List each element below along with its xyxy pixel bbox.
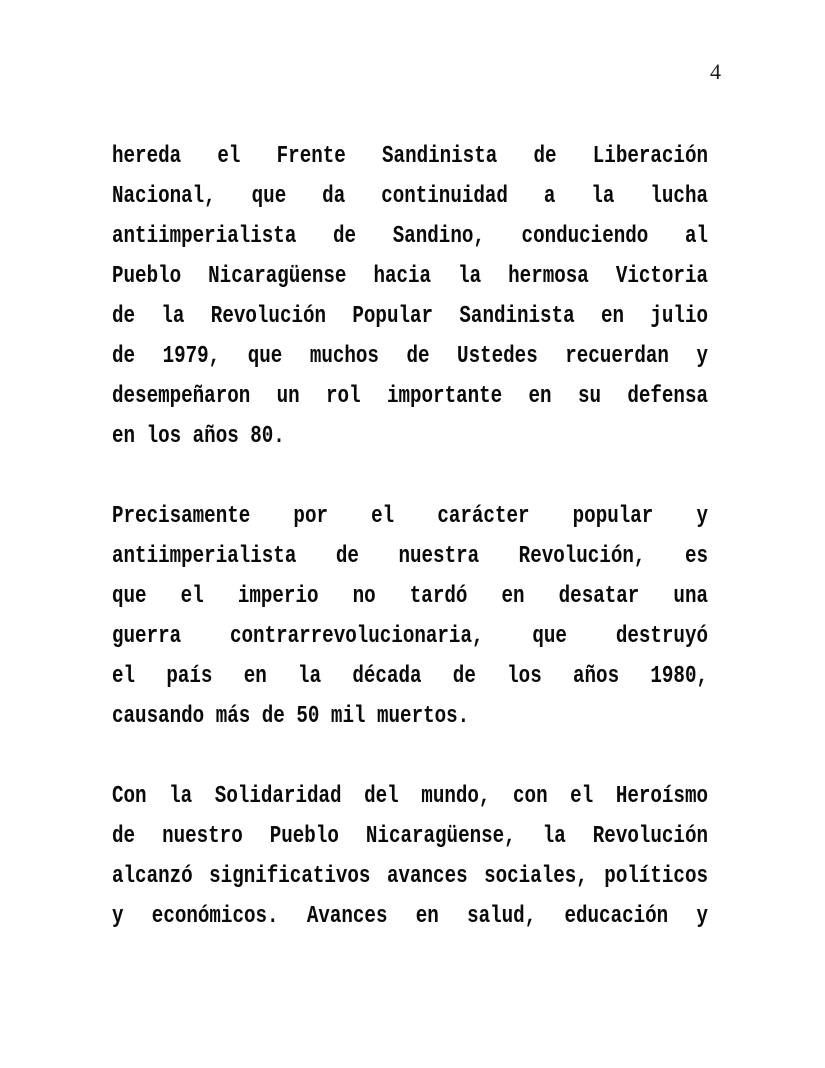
text-line: Precisamente por el carácter popular y (112, 503, 708, 530)
text-line: antiimperialista de nuestra Revolución, es (112, 543, 708, 570)
text-line: causando más de 50 mil muertos. (112, 703, 470, 730)
text-line: que el imperio no tardó en desatar una (112, 583, 708, 610)
paragraph (112, 777, 708, 937)
text-line: guerra contrarrevolucionaria, que destruyó (112, 623, 708, 650)
text-line: antiimperialista de Sandino, conduciendo al (112, 223, 708, 250)
text-line: desempeñaron un rol importante en su defensa (112, 383, 708, 410)
text-line: y económicos. Avances en salud, educación y (112, 903, 708, 930)
text-line: en los años 80. (112, 423, 285, 450)
text-line: de 1979, que muchos de Ustedes recuerdan y (112, 343, 708, 370)
text-line: de la Revolución Popular Sandinista en julio (112, 303, 708, 330)
document-body (112, 137, 708, 937)
page-number: 4 (710, 59, 721, 84)
text-line: hereda el Frente Sandinista de Liberación (112, 143, 708, 170)
text-line: alcanzó significativos avances sociales, políticos (112, 863, 708, 890)
text-line: Con la Solidaridad del mundo, con el Heroísmo (112, 783, 708, 810)
text-line: el país en la década de los años 1980, (112, 663, 708, 690)
text-line: Nacional, que da continuidad a la lucha (112, 183, 708, 210)
text-line: Pueblo Nicaragüense hacia la hermosa Victoria (112, 263, 708, 290)
paragraph (112, 137, 708, 457)
paragraph (112, 497, 708, 737)
text-line: de nuestro Pueblo Nicaragüense, la Revolución (112, 823, 708, 850)
